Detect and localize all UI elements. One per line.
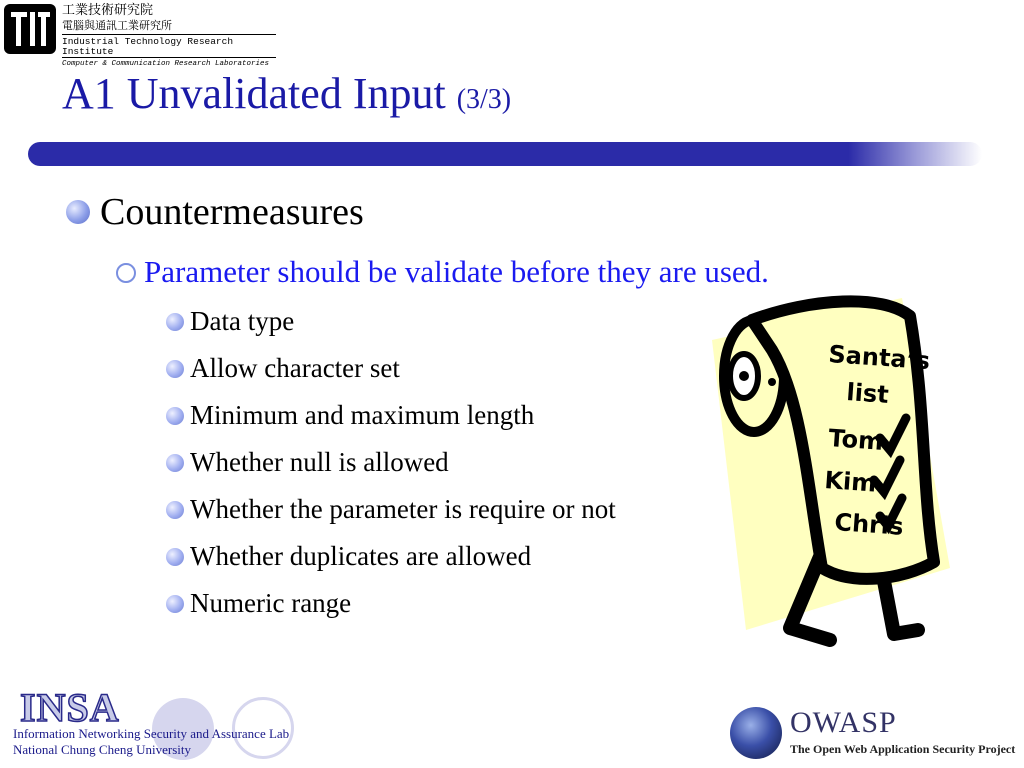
bullet-dot-icon <box>166 360 184 378</box>
scroll-line-1: Santa’s <box>827 340 931 376</box>
owasp-globe-icon <box>730 707 782 759</box>
bullet-dot-icon <box>66 200 90 224</box>
bullet-text: Countermeasures <box>100 191 364 233</box>
org-name-zh-1: 工業技術研究院 <box>62 3 154 18</box>
bullet-level-3 <box>166 541 531 572</box>
owasp-tagline: The Open Web Application Security Project <box>790 742 1016 756</box>
bullet-dot-icon <box>166 548 184 566</box>
itri-logo-icon <box>4 4 56 54</box>
insa-logo: INSA <box>20 685 120 730</box>
bullet-dot-icon <box>166 501 184 519</box>
owasp-logo: OWASP <box>790 706 897 739</box>
bullet-text: Numeric range <box>190 588 352 618</box>
org-name-en-2: Computer & Communication Research Laboratories <box>62 60 270 68</box>
bullet-dot-icon <box>166 313 184 331</box>
slide-title-sub: (3/3) <box>456 84 512 115</box>
insa-lab-name <box>13 726 289 758</box>
bullet-level-3 <box>166 400 534 431</box>
bullet-text: Whether the parameter is require or not <box>190 494 616 524</box>
itri-org-name <box>62 4 276 69</box>
scroll-line-2: list <box>845 378 890 409</box>
bullet-dot-icon <box>166 595 184 613</box>
bullet-level-3 <box>166 447 449 478</box>
scroll-line-5: Chris <box>833 508 905 541</box>
bullet-text: Whether null is allowed <box>190 447 449 477</box>
bullet-text: Data type <box>190 306 295 336</box>
bullet-dot-icon <box>166 454 184 472</box>
scroll-line-3: Tom <box>827 424 885 456</box>
bullet-level-3 <box>166 353 400 384</box>
slide-title-main: A1 Unvalidated Input <box>62 69 446 118</box>
bullet-level-2 <box>116 254 769 290</box>
insa-line-1: Information Networking Security and Assurance Lab <box>13 726 290 741</box>
insa-line-2: National Chung Cheng University <box>13 742 192 757</box>
bullet-level-3 <box>166 494 616 525</box>
bullet-text: Minimum and maximum length <box>190 400 535 430</box>
bullet-dot-icon <box>166 407 184 425</box>
bullet-text: Allow character set <box>190 353 400 383</box>
bullet-level-3 <box>166 588 351 619</box>
bullet-ring-icon <box>116 263 136 283</box>
santa-list-scroll-icon <box>712 290 952 668</box>
title-divider-bar <box>28 142 982 166</box>
bullet-level-1 <box>66 190 364 234</box>
org-name-en-1: Industrial Technology Research Institute <box>62 34 276 58</box>
slide-title <box>62 68 511 119</box>
bullet-level-3 <box>166 306 294 337</box>
bullet-text: Parameter should be validate before they are used. <box>144 254 769 289</box>
bullet-text: Whether duplicates are allowed <box>190 541 532 571</box>
scroll-line-4: Kim <box>823 466 878 498</box>
org-name-zh-2: 電腦與通訊工業研究所 <box>62 19 172 32</box>
